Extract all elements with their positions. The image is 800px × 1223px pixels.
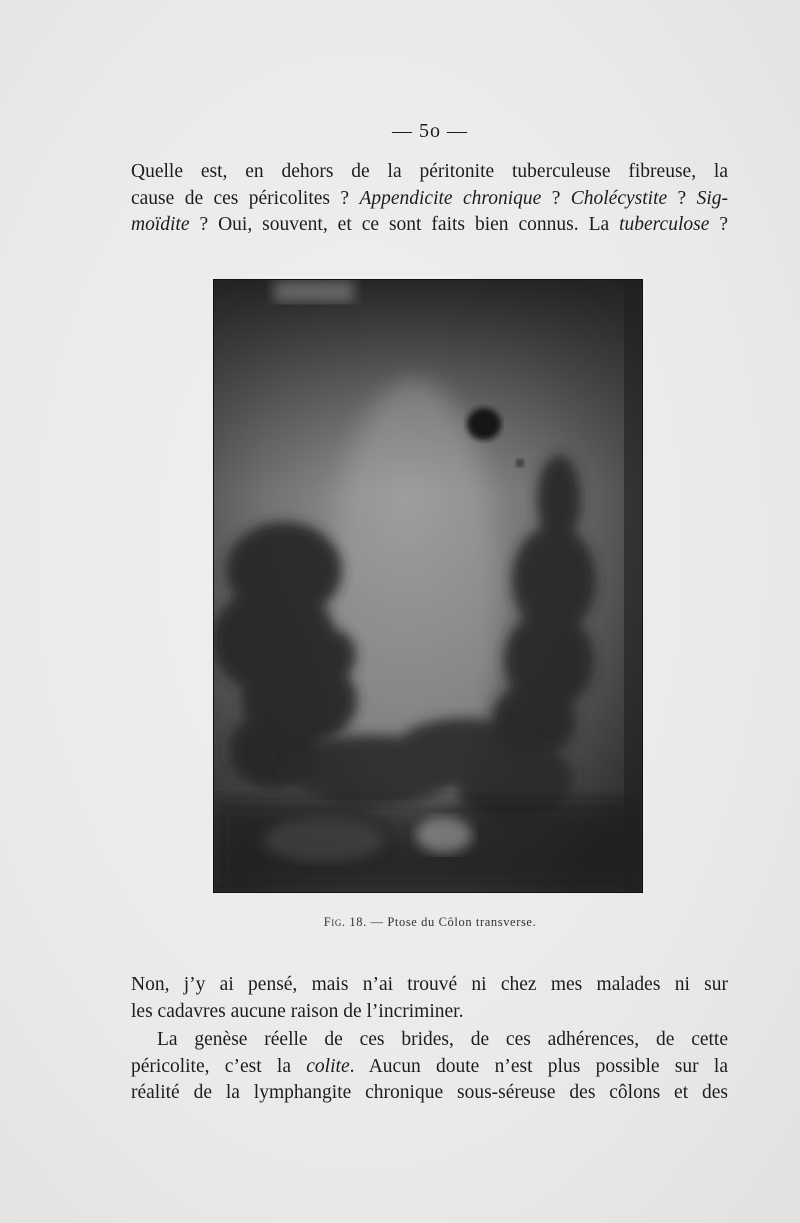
text-line: cause de ces péricolites ? Appendicite chronique ? Cholécystite ? Sig- <box>131 187 728 209</box>
text-line: péricolite, c’est la colite. Aucun doute n’est plus possible sur la <box>131 1055 729 1077</box>
paragraph-intro <box>131 159 728 239</box>
text-line: réalité de la lymphangite chronique sous-séreuse des côlons et des <box>131 1082 728 1103</box>
text-line: les cadavres aucune raison de l’incriminer. <box>131 1000 464 1022</box>
paragraph-tuberculosis <box>131 972 728 1025</box>
xray-figure <box>214 280 642 892</box>
text-line: Non, j’y ai pensé, mais n’ai trouvé ni chez mes malades ni sur <box>131 974 728 995</box>
paragraph-genesis <box>131 1027 728 1107</box>
text-line: moïdite ? Oui, souvent, et ce sont faits bien connus. La tuberculose ? <box>131 214 728 235</box>
page-number: — 5o — <box>392 120 468 142</box>
text-line: Quelle est, en dehors de la péritonite tuberculeuse fibreuse, la <box>131 161 728 182</box>
figure-caption: Fig. 18. — Ptose du Côlon transverse. <box>323 915 537 929</box>
text-line: La genèse réelle de ces brides, de ces adhérences, de cette <box>157 1029 728 1050</box>
